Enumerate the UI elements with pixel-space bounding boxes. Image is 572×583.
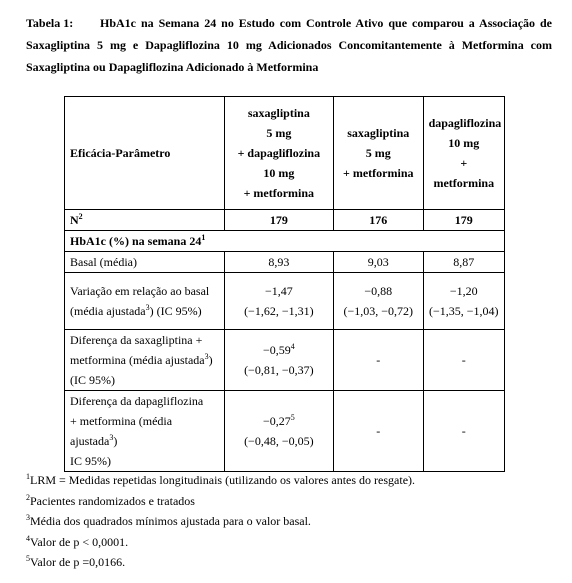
footnotes [26,470,556,573]
caption-text: HbA1c na Semana 24 no Estudo com Controle Ativo que comparou a Associação de Saxagliptina 5 mg e Dapagliflozina 10 mg Adicionados Concomitantemente à Metformina com Saxagliptina ou Dapagliflozina Adicionado à Metformina [26,16,552,74]
caption-label: Tabela 1: [26,16,74,30]
header-col3-line: + metformina [433,156,495,190]
header-col-dapa-met [423,97,504,210]
header-col1-line: saxagliptina [247,106,310,120]
header-col1-line: 10 mg [263,166,295,180]
basal-value: 9,03 [333,252,423,273]
table-row-section [65,231,505,252]
footnote: $^2$Pacientes randomizados e tratados [26,492,195,508]
header-col1-line: 5 mg [266,126,292,140]
basal-label: Basal (média) [65,252,225,273]
n-label: $N^2$ [65,210,225,231]
header-col3-line: dapagliflozina [428,116,502,130]
header-col2-line: + metformina [343,166,414,180]
header-param: Eficácia-Parâmetro [65,97,225,210]
header-row [65,97,505,210]
table-row-basal [65,252,505,273]
header-col2-line: 5 mg [365,146,391,160]
efficacy-table [64,96,505,472]
n-value: 179 [423,210,504,231]
basal-value: 8,93 [224,252,333,273]
table-row-variation [65,273,505,330]
footnote: $^5$Valor de p =0,0166. [26,554,126,569]
diff-dapa-label: Diferença da dapagliflozina + metformina (média ajustada$^3$) IC 95%) [65,391,225,472]
diff-saxa-value: $-0,59^4$ (−0,81, −0,37) [224,330,333,391]
diff-dapa-value: $-0,27^5$ (−0,48, −0,05) [224,391,333,472]
table-row-n [65,210,505,231]
table-caption [26,12,552,78]
diff-dapa-empty: - [423,391,504,472]
header-col-saxa-dapa-met [224,97,333,210]
diff-saxa-empty: - [423,330,504,391]
diff-saxa-empty: - [333,330,423,391]
header-col3-line: 10 mg [448,136,480,150]
diff-dapa-empty: - [333,391,423,472]
footnote: $^1$LRM = Medidas repetidas longitudinais (utilizando os valores antes do resgate). [26,472,416,487]
table-row-diff-dapagliflozina [65,391,505,472]
variation-label: Variação em relação ao basal (média ajustada$^3$) (IC 95%) [65,273,225,330]
variation-value: −0,88 (−1,03, −0,72) [333,273,423,330]
table-row-diff-saxagliptina [65,330,505,391]
header-col2-line: saxagliptina [347,126,410,140]
variation-value: −1,20 (−1,35, −1,04) [423,273,504,330]
basal-value: 8,87 [423,252,504,273]
n-value: 176 [333,210,423,231]
header-col-saxa-met [333,97,423,210]
diff-saxa-label: Diferença da saxagliptina + metformina (média ajustada$^3$) (IC 95%) [65,330,225,391]
header-col1-line: + dapagliflozina [237,146,321,160]
header-col1-line: + metformina [243,186,315,200]
variation-value: −1,47 (−1,62, −1,31) [224,273,333,330]
n-value: 179 [224,210,333,231]
footnote: $^4$Valor de p < 0,0001. [26,533,129,549]
footnote: $^3$Média dos quadrados mínimos ajustada para o valor basal. [26,513,311,528]
section-heading: HbA1c (%) na semana $24^1$ [65,231,505,252]
